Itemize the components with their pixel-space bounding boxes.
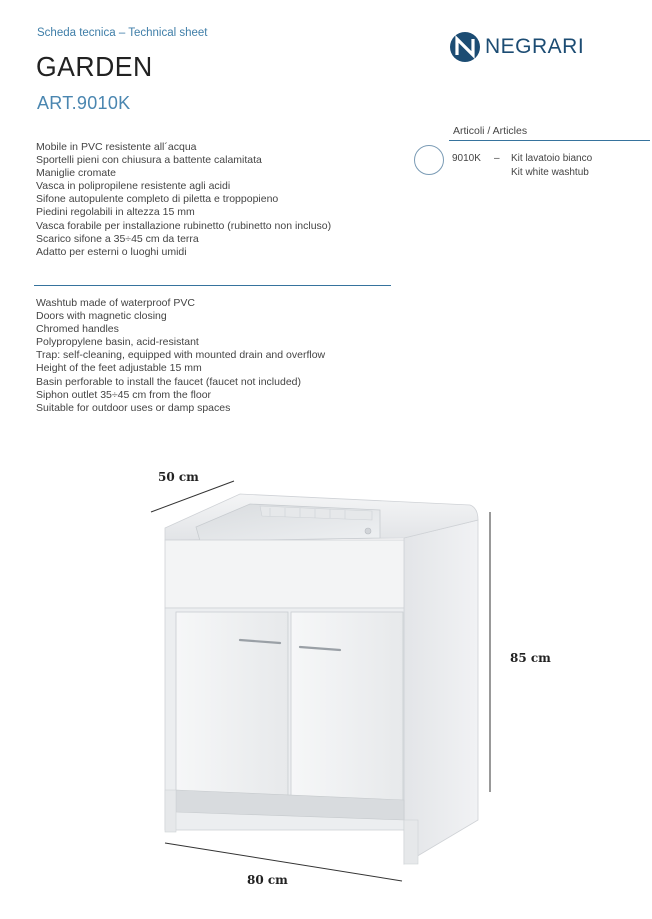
- sheet-label: Scheda tecnica – Technical sheet: [37, 27, 208, 39]
- spec-item: Vasca in polipropilene resistente agli acidi: [36, 180, 231, 193]
- leg-left: [165, 790, 176, 832]
- spec-item: Sportelli pieni con chiusura a battente calamitata: [36, 154, 262, 167]
- spec-list-italian: [36, 141, 331, 259]
- spec-divider: [34, 285, 391, 286]
- washtub-side-panel: [404, 520, 478, 864]
- washtub-front-panel: [165, 540, 404, 608]
- article-number: ART.9010K: [37, 93, 131, 113]
- article-name-it: Kit lavatoio bianco: [511, 153, 593, 164]
- spec-list-english: [36, 297, 325, 415]
- spec-item: Washtub made of waterproof PVC: [36, 297, 195, 309]
- spec-item: Basin perforable to install the faucet (faucet not included): [36, 375, 301, 388]
- product-title: GARDEN: [36, 51, 153, 82]
- spec-item: Chromed handles: [36, 323, 119, 336]
- spec-item: Polypropylene basin, acid-resistant: [36, 336, 199, 349]
- spec-item: Suitable for outdoor uses or damp spaces: [36, 401, 231, 414]
- spec-item: Doors with magnetic closing: [36, 310, 167, 323]
- articles-divider: [449, 140, 650, 141]
- product-drawing: [0, 440, 652, 919]
- spec-item: Vasca forabile per installazione rubinetto (rubinetto non incluso): [36, 219, 332, 232]
- spec-item: Adatto per esterni o luoghi umidi: [36, 245, 187, 258]
- spec-item: Trap: self-cleaning, equipped with mounted drain and overflow: [36, 349, 326, 362]
- spec-item: Height of the feet adjustable 15 mm: [36, 362, 202, 375]
- spec-item: Sifone autopulente completo di piletta e troppopieno: [36, 193, 279, 206]
- leg-right: [404, 820, 418, 864]
- height-label: 85 cm: [510, 651, 551, 665]
- article-dash: –: [494, 153, 500, 164]
- spec-item: Scarico sifone a 35÷45 cm da terra: [36, 232, 199, 245]
- spec-item: Piedini regolabili in altezza 15 mm: [36, 206, 195, 219]
- cabinet-door-left: [176, 612, 288, 802]
- brand-logo: [449, 31, 584, 63]
- articles-heading: Articoli / Articles: [453, 125, 528, 137]
- spec-item: Maniglie cromate: [36, 167, 116, 180]
- article-code: 9010K: [452, 153, 481, 164]
- brand-name: NEGRARI: [485, 35, 585, 58]
- spec-item: Mobile in PVC resistente all´acqua: [36, 141, 197, 153]
- overflow-hole: [365, 528, 371, 534]
- spec-item: Siphon outlet 35÷45 cm from the floor: [36, 388, 212, 401]
- article-name-en: Kit white washtub: [511, 167, 589, 178]
- width-label: 80 cm: [247, 873, 288, 887]
- cabinet-door-right: [291, 612, 403, 802]
- article-swatch: [414, 145, 444, 175]
- depth-label: 50 cm: [158, 470, 199, 484]
- negrari-logo-icon: [449, 31, 481, 63]
